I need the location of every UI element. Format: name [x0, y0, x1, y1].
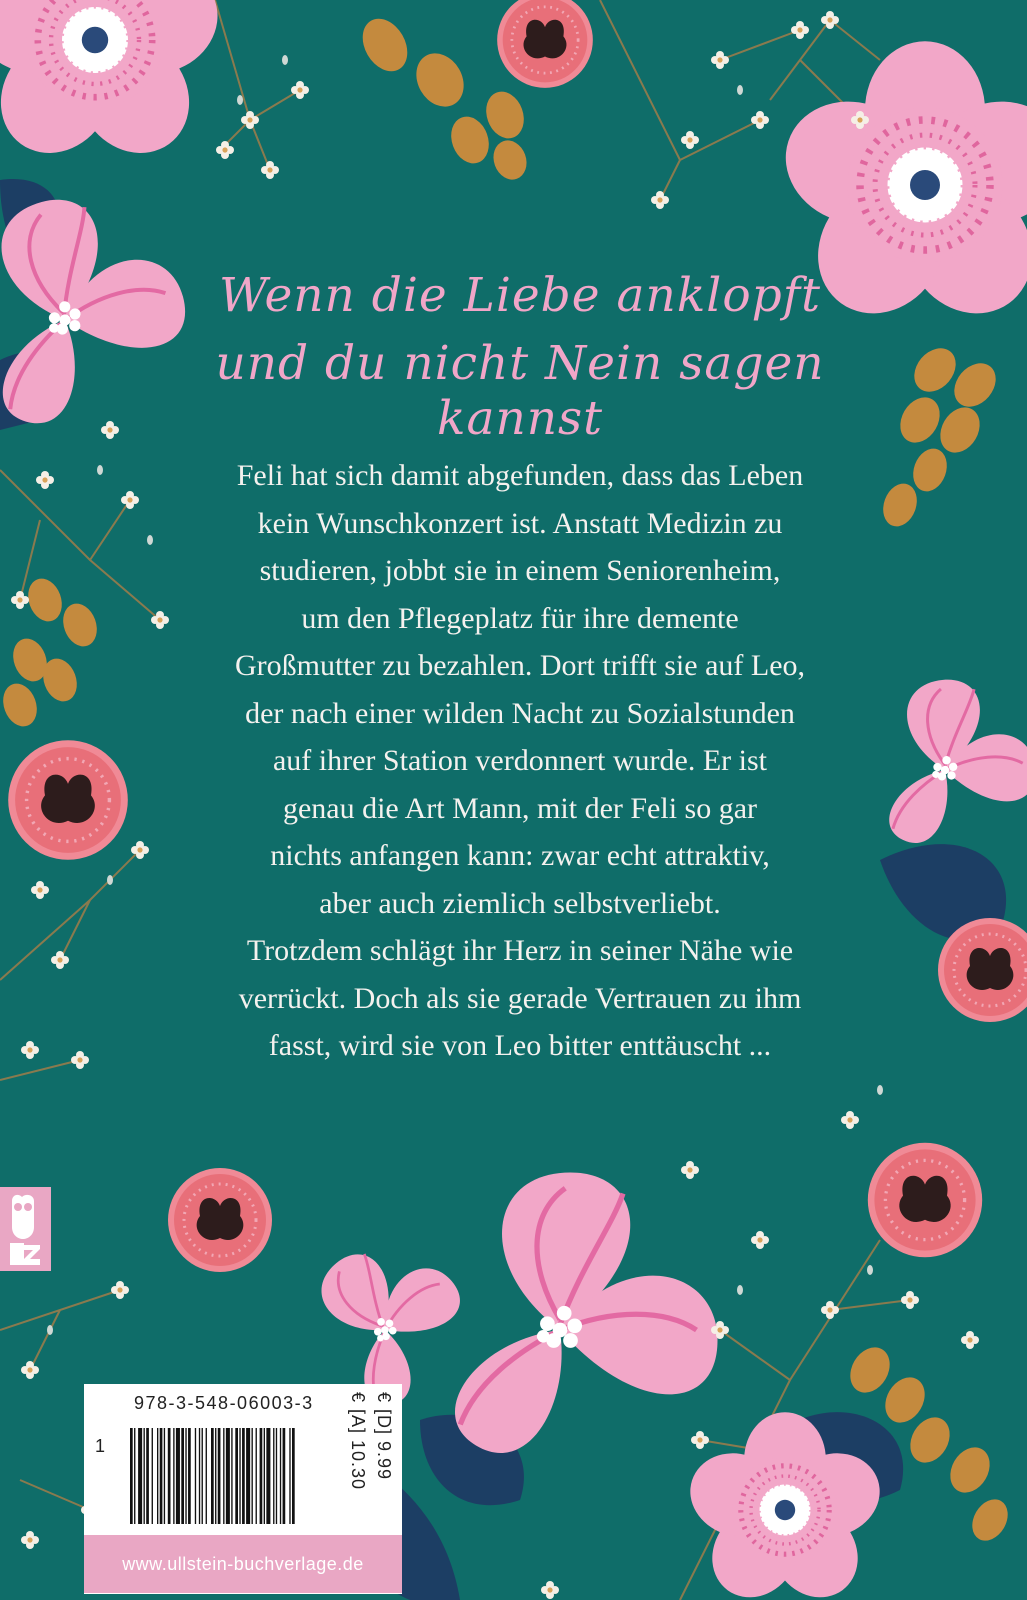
blurb-line: auf ihrer Station verdonnert wurde. Er ist [272, 744, 768, 777]
isbn-top: 978-3-548-06003-3 [134, 1393, 314, 1413]
barcode-bar [266, 1428, 270, 1524]
barcode-bar [160, 1428, 163, 1524]
barcode-bar [185, 1428, 186, 1524]
blurb-line: um den Pflegeplatz für ihre demente [301, 601, 739, 635]
blurb-line: Feli hat sich damit abgefunden, dass das Leben [236, 459, 804, 492]
barcode-bar [176, 1428, 180, 1524]
barcode-bar [152, 1428, 153, 1524]
barcode-bar [168, 1428, 171, 1524]
blurb-line: genau die Art Mann, mit der Feli so gar [282, 791, 758, 825]
barcode-bar [146, 1428, 149, 1524]
blurb-line: fasst, wird sie von Leo bitter enttäuscht ... [268, 1029, 772, 1062]
barcode-bar [157, 1428, 158, 1524]
barcode-bar [283, 1428, 286, 1524]
barcode-bar [144, 1428, 145, 1524]
blurb-text [150, 452, 890, 1070]
barcode-bar [264, 1428, 265, 1524]
blurb-line: Trotzdem schlägt ihr Herz in seiner Nähe wie [246, 934, 794, 967]
blurb-line: verrückt. Doch als sie gerade Vertrauen zu ihm [238, 981, 802, 1015]
blurb-line: studieren, jobbt sie in einem Seniorenheim, [259, 554, 781, 587]
barcode-bar [235, 1428, 238, 1524]
barcode-bar [280, 1428, 281, 1524]
barcode-bar [188, 1428, 191, 1524]
barcode-bar [138, 1428, 142, 1524]
barcode-bar [239, 1428, 240, 1524]
blurb-line: nichts anfangen kann: zwar echt attraktiv, [270, 839, 770, 872]
barcode-bar [223, 1428, 224, 1524]
barcode-bar [195, 1428, 196, 1524]
barcode [130, 1428, 344, 1524]
barcode-bar [292, 1428, 295, 1524]
blurb-line: Großmutter zu bezahlen. Dort trifft sie auf Leo, [234, 649, 806, 682]
barcode-bar [181, 1428, 184, 1524]
tagline-line-2: und du nicht Nein sagen kannst [215, 336, 825, 446]
barcode-bar [164, 1428, 165, 1524]
barcode-bar [215, 1428, 216, 1524]
barcode-bar [231, 1428, 232, 1524]
barcode-bar [130, 1428, 133, 1524]
blurb-line: kein Wunschkonzert ist. Anstatt Medizin zu [257, 506, 783, 540]
barcode-bar [134, 1428, 135, 1524]
tagline-line-1: Wenn die Liebe anklopft [218, 268, 821, 323]
publisher-logo [0, 1187, 51, 1271]
barcode-bar [199, 1428, 200, 1524]
barcode-bar [173, 1428, 174, 1524]
owl-logo-icon [0, 1187, 51, 1271]
barcode-bar [211, 1428, 214, 1524]
isbn-lead-digit: 1 [95, 1436, 106, 1456]
barcode-bar [206, 1428, 207, 1524]
barcode-bar [246, 1428, 250, 1524]
barcode-bar [260, 1428, 263, 1524]
barcode-bar [218, 1428, 221, 1524]
barcode-bar [252, 1428, 253, 1524]
barcode-bar [256, 1428, 257, 1524]
price-germany-text: € [D] 9.99 [374, 1392, 394, 1481]
barcode-bar [202, 1428, 203, 1524]
blurb-line: der nach einer wilden Nacht zu Sozialstunden [245, 696, 795, 730]
publisher-url[interactable]: www.ullstein-buchverlage.de [84, 1535, 402, 1593]
barcode-bar [276, 1428, 277, 1524]
blurb-line: aber auch ziemlich selbstverliebt. [319, 886, 721, 920]
price-austria-text: € [A] 10.30 [348, 1392, 368, 1491]
barcode-bar [289, 1428, 290, 1524]
barcode-bar [242, 1428, 245, 1524]
barcode-bar [273, 1428, 274, 1524]
barcode-bar [226, 1428, 230, 1524]
